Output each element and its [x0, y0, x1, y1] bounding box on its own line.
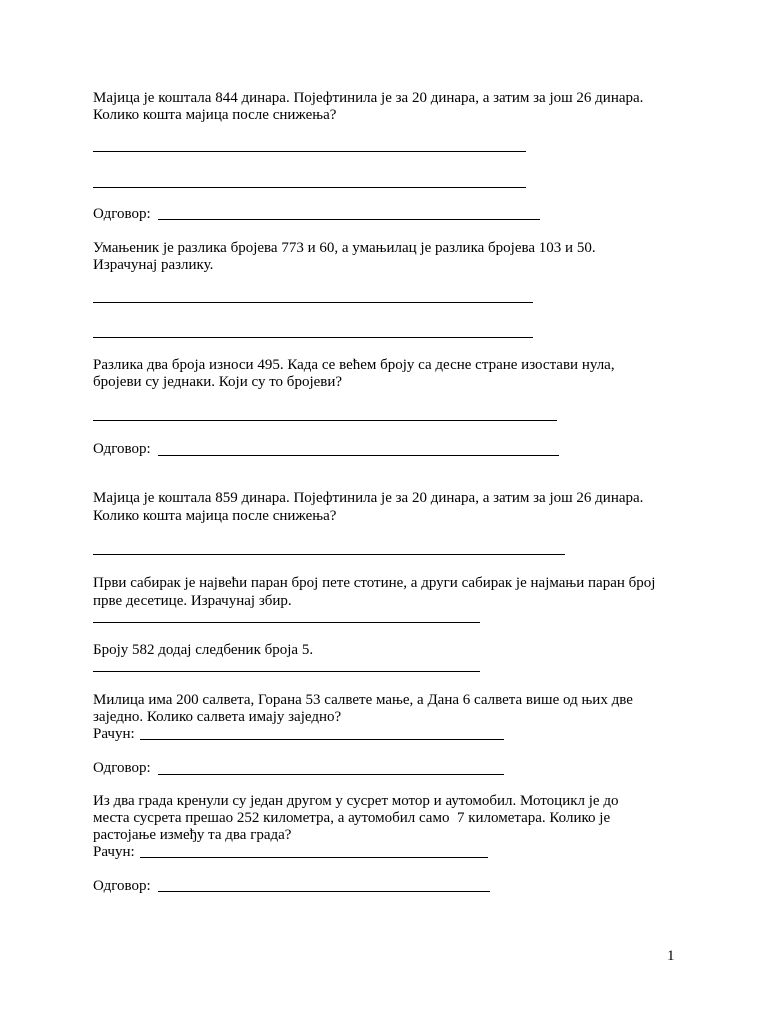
answer-line[interactable]	[93, 420, 557, 421]
problem-5-line-1: Први сабирак је највећи паран број пете стотине, а други сабирак је најмањи паран број	[93, 575, 656, 591]
problem-1-answer-label: Одговор:	[93, 206, 151, 222]
answer-line[interactable]	[93, 337, 533, 338]
page-number: 1	[667, 948, 675, 964]
problem-4-line-2: Колико кошта мајица после снижења?	[93, 508, 337, 524]
answer-field[interactable]	[158, 455, 559, 456]
problem-8-calc-label: Рачун:	[93, 844, 135, 860]
problem-7-line-1: Милица има 200 салвета, Горана 53 салвете мање, а Дана 6 салвета више од њих две	[93, 692, 633, 708]
answer-line[interactable]	[93, 554, 565, 555]
problem-7-answer-label: Одговор:	[93, 760, 151, 776]
problem-8-line-3: растојање између та два града?	[93, 827, 292, 843]
problem-7-line-2: заједно. Колико салвета имају заједно?	[93, 709, 342, 725]
problem-7-calc-label: Рачун:	[93, 726, 135, 742]
problem-3-line-1: Разлика два броја износи 495. Када се већем броју са десне стране изостави нула,	[93, 357, 615, 373]
problem-3-answer-label: Одговор:	[93, 441, 151, 457]
calc-field[interactable]	[140, 857, 488, 858]
problem-5-line-2: прве десетице. Израчунај збир.	[93, 593, 292, 609]
problem-8-line-2: места сусрета прешао 252 километра, а аутомобил само 7 километара. Колико је	[93, 810, 611, 826]
calc-field[interactable]	[140, 739, 504, 740]
answer-field[interactable]	[158, 774, 504, 775]
answer-line[interactable]	[93, 187, 526, 188]
answer-field[interactable]	[158, 891, 490, 892]
problem-3-line-2: бројеви су једнаки. Који су то бројеви?	[93, 374, 343, 390]
answer-line[interactable]	[93, 671, 480, 672]
answer-line[interactable]	[93, 622, 480, 623]
problem-6-line-1: Броју 582 додај следбеник броја 5.	[93, 642, 314, 658]
problem-4-line-1: Мајица је коштала 859 динара. Појефтинила је за 20 динара, а затим за још 26 динара.	[93, 490, 644, 506]
problem-8-line-1: Из два града кренули су један другом у сусрет мотор и аутомобил. Мотоцикл је до	[93, 793, 619, 809]
problem-2-line-2: Израчунај разлику.	[93, 257, 214, 273]
answer-line[interactable]	[93, 151, 526, 152]
problem-1-line-1: Мајица је коштала 844 динара. Појефтинила је за 20 динара, а затим за још 26 динара.	[93, 90, 644, 106]
problem-8-answer-label: Одговор:	[93, 878, 151, 894]
problem-2-line-1: Умањеник је разлика бројева 773 и 60, а умањилац је разлика бројева 103 и 50.	[93, 240, 596, 256]
problem-1-line-2: Колико кошта мајица после снижења?	[93, 107, 337, 123]
answer-line[interactable]	[93, 302, 533, 303]
answer-field[interactable]	[158, 219, 540, 220]
